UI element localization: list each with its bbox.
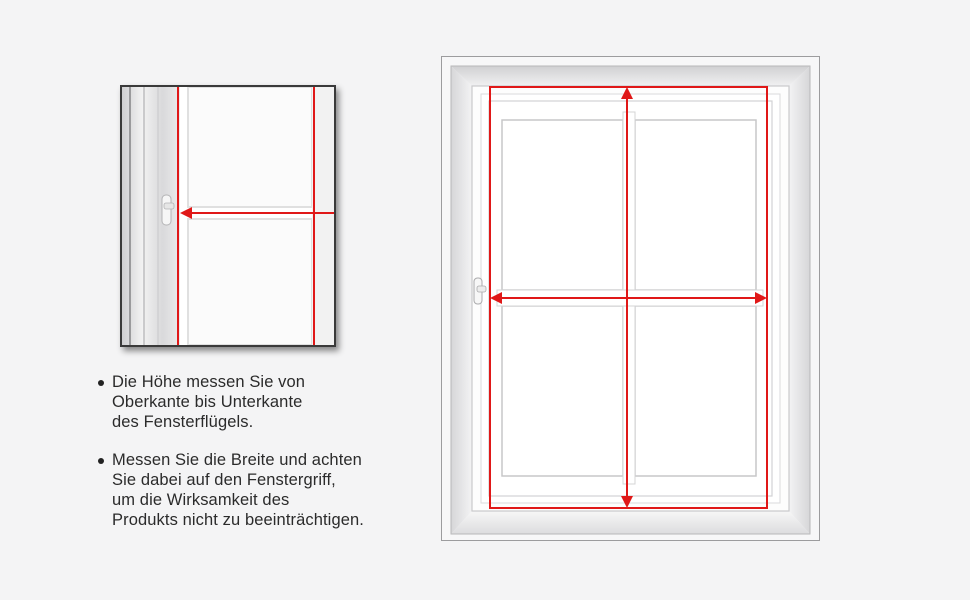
window-sill — [451, 511, 810, 534]
bullet-icon — [98, 380, 104, 386]
window-illustration — [441, 56, 820, 541]
window-drawing — [441, 56, 820, 541]
glass-pane-bottom-right — [635, 306, 756, 476]
note-width-text: Messen Sie die Breite und achten Sie dabei auf den Fenstergriff, um die Wirksamkeit des Produkts nicht zu beeinträchtigen. — [112, 451, 364, 529]
inset-glass-pane-bottom — [188, 219, 312, 345]
note-height-text: Die Höhe messen Sie von Oberkante bis Unterkante des Fensterflügels. — [112, 373, 306, 431]
detail-inset — [120, 85, 336, 347]
note-width — [98, 450, 428, 530]
bullet-icon — [98, 458, 104, 464]
detail-illustration — [122, 87, 334, 345]
measurement-notes — [98, 372, 428, 548]
note-height — [98, 372, 428, 432]
glass-pane-bottom-left — [502, 306, 623, 476]
glass-pane-top-left — [502, 120, 623, 290]
reveal-left — [451, 66, 472, 534]
inset-glass-pane-top — [188, 87, 312, 207]
glass-pane-top-right — [635, 120, 756, 290]
reveal-right — [789, 66, 810, 534]
reveal-top — [451, 66, 810, 86]
